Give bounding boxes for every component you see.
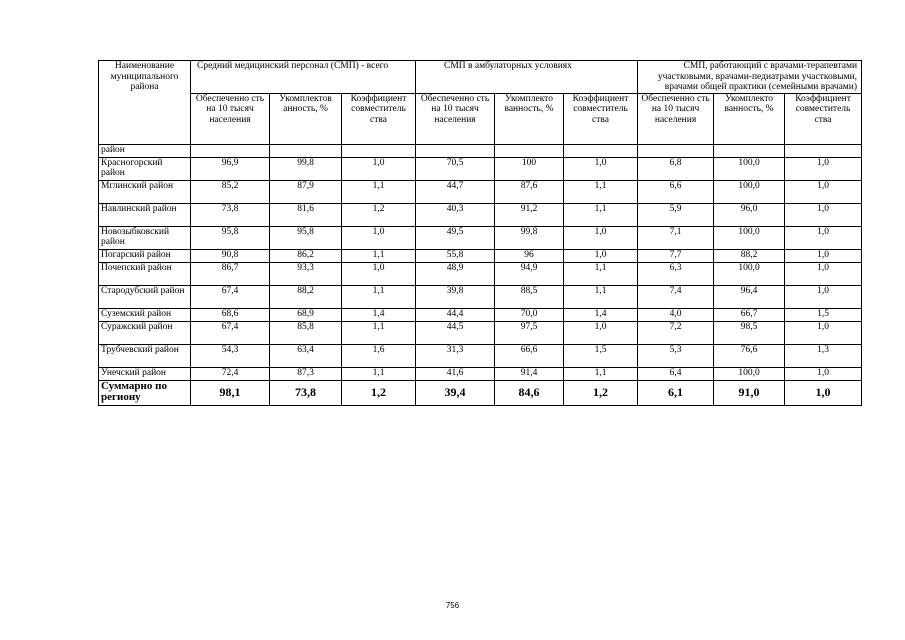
value-cell: 55,8 — [416, 249, 495, 262]
empty-cell — [416, 144, 495, 157]
table-row — [99, 285, 862, 308]
continuation-row-label: район — [99, 144, 191, 157]
value-cell: 96,0 — [714, 203, 785, 226]
value-cell: 1,0 — [785, 157, 862, 180]
value-cell: 1,5 — [785, 308, 862, 321]
table-row — [99, 344, 862, 367]
value-cell: 100,0 — [714, 367, 785, 380]
value-cell: 39,8 — [416, 285, 495, 308]
value-cell: 96,4 — [714, 285, 785, 308]
value-cell: 1,0 — [564, 249, 638, 262]
value-cell: 54,3 — [191, 344, 270, 367]
district-name-cell: Трубчевский район — [99, 344, 191, 367]
value-cell: 44,5 — [416, 321, 495, 344]
value-cell: 91,2 — [495, 203, 564, 226]
subheader-g3-coefficient: Коэффициент совместитель ства — [785, 93, 862, 144]
value-cell: 1,2 — [342, 203, 416, 226]
table-row — [99, 321, 862, 344]
empty-cell — [638, 144, 714, 157]
district-name-cell: Новозыбковский район — [99, 226, 191, 249]
table-row — [99, 262, 862, 285]
value-cell: 1,0 — [785, 249, 862, 262]
district-name-cell: Мглинский район — [99, 180, 191, 203]
value-cell: 99,8 — [270, 157, 342, 180]
value-cell: 96,9 — [191, 157, 270, 180]
value-cell: 1,4 — [342, 308, 416, 321]
value-cell: 5,3 — [638, 344, 714, 367]
subheader-g1-provision: Обеспеченно сть на 10 тысяч населения — [191, 93, 270, 144]
value-cell: 68,9 — [270, 308, 342, 321]
total-value-cell: 1,0 — [785, 380, 862, 405]
value-cell: 4,0 — [638, 308, 714, 321]
header-group-smp-ambulatory: СМП в амбулаторных условиях — [416, 61, 638, 94]
value-cell: 81,6 — [270, 203, 342, 226]
value-cell: 1,6 — [342, 344, 416, 367]
value-cell: 6,3 — [638, 262, 714, 285]
value-cell: 1,0 — [785, 367, 862, 380]
value-cell: 7,7 — [638, 249, 714, 262]
value-cell: 94,9 — [495, 262, 564, 285]
value-cell: 1,0 — [342, 262, 416, 285]
value-cell: 1,1 — [342, 321, 416, 344]
value-cell: 1,0 — [785, 226, 862, 249]
subheader-g3-staffing: Укомплекто ванность, % — [714, 93, 785, 144]
table-row — [99, 180, 862, 203]
table-row — [99, 308, 862, 321]
district-name-cell: Навлинский район — [99, 203, 191, 226]
value-cell: 66,6 — [495, 344, 564, 367]
district-name-cell: Почепский район — [99, 262, 191, 285]
empty-cell — [714, 144, 785, 157]
value-cell: 40,3 — [416, 203, 495, 226]
empty-cell — [785, 144, 862, 157]
total-value-cell: 1,2 — [564, 380, 638, 405]
value-cell: 5,9 — [638, 203, 714, 226]
district-staffing-table — [98, 60, 862, 406]
total-value-cell: 6,1 — [638, 380, 714, 405]
value-cell: 1,0 — [785, 285, 862, 308]
value-cell: 100,0 — [714, 180, 785, 203]
total-label-cell: Суммарно по региону — [99, 380, 191, 405]
value-cell: 91,4 — [495, 367, 564, 380]
empty-cell — [191, 144, 270, 157]
value-cell: 70,0 — [495, 308, 564, 321]
value-cell: 96 — [495, 249, 564, 262]
total-value-cell: 91,0 — [714, 380, 785, 405]
total-value-cell: 1,2 — [342, 380, 416, 405]
value-cell: 1,1 — [342, 285, 416, 308]
value-cell: 87,3 — [270, 367, 342, 380]
empty-cell — [564, 144, 638, 157]
value-cell: 88,5 — [495, 285, 564, 308]
value-cell: 86,7 — [191, 262, 270, 285]
value-cell: 88,2 — [270, 285, 342, 308]
header-group-smp-primary-care: СМП, работающий с врачами-терапевтами участковыми, врачами-педиатрами участковыми, врачами общей практики (семейными врачами) — [638, 61, 862, 94]
subheader-g3-provision: Обеспеченно сть на 10 тысяч населения — [638, 93, 714, 144]
value-cell: 1,1 — [564, 262, 638, 285]
value-cell: 86,2 — [270, 249, 342, 262]
district-name-cell: Погарский район — [99, 249, 191, 262]
value-cell: 90,8 — [191, 249, 270, 262]
value-cell: 1,0 — [785, 203, 862, 226]
value-cell: 85,2 — [191, 180, 270, 203]
value-cell: 1,5 — [564, 344, 638, 367]
table-row — [99, 249, 862, 262]
total-value-cell: 98,1 — [191, 380, 270, 405]
value-cell: 1,1 — [342, 367, 416, 380]
value-cell: 87,9 — [270, 180, 342, 203]
value-cell: 1,0 — [564, 157, 638, 180]
value-cell: 1,1 — [564, 203, 638, 226]
value-cell: 1,0 — [564, 321, 638, 344]
table-row — [99, 226, 862, 249]
value-cell: 99,8 — [495, 226, 564, 249]
page-number: 756 — [445, 601, 460, 610]
value-cell: 49,5 — [416, 226, 495, 249]
value-cell: 100,0 — [714, 262, 785, 285]
value-cell: 1,0 — [785, 180, 862, 203]
value-cell: 1,1 — [564, 367, 638, 380]
value-cell: 1,0 — [564, 226, 638, 249]
value-cell: 70,5 — [416, 157, 495, 180]
table-row — [99, 367, 862, 380]
total-value-cell: 84,6 — [495, 380, 564, 405]
value-cell: 100,0 — [714, 157, 785, 180]
header-district-name: Наименование муниципального района — [99, 61, 191, 145]
value-cell: 44,7 — [416, 180, 495, 203]
value-cell: 1,1 — [564, 285, 638, 308]
value-cell: 6,8 — [638, 157, 714, 180]
value-cell: 100,0 — [714, 226, 785, 249]
district-name-cell: Стародубский район — [99, 285, 191, 308]
value-cell: 95,8 — [191, 226, 270, 249]
value-cell: 1,3 — [785, 344, 862, 367]
subheader-g2-coefficient: Коэффициент совместитель ства — [564, 93, 638, 144]
subheader-g2-provision: Обеспеченно сть на 10 тысяч населения — [416, 93, 495, 144]
empty-cell — [342, 144, 416, 157]
value-cell: 6,6 — [638, 180, 714, 203]
total-row — [99, 380, 862, 405]
district-name-cell: Суземский район — [99, 308, 191, 321]
value-cell: 7,4 — [638, 285, 714, 308]
value-cell: 100 — [495, 157, 564, 180]
value-cell: 1,0 — [342, 226, 416, 249]
empty-cell — [270, 144, 342, 157]
value-cell: 31,3 — [416, 344, 495, 367]
value-cell: 85,8 — [270, 321, 342, 344]
value-cell: 1,0 — [785, 262, 862, 285]
header-group-smp-total: Средний медицинский персонал (СМП) - всего — [191, 61, 416, 94]
value-cell: 1,0 — [342, 157, 416, 180]
value-cell: 44,4 — [416, 308, 495, 321]
value-cell: 1,1 — [342, 249, 416, 262]
value-cell: 88,2 — [714, 249, 785, 262]
district-name-cell: Суражский район — [99, 321, 191, 344]
subheader-g1-staffing: Укомплектов анность, % — [270, 93, 342, 144]
total-value-cell: 39,4 — [416, 380, 495, 405]
table-row — [99, 157, 862, 180]
value-cell: 48,9 — [416, 262, 495, 285]
district-name-cell: Унечский район — [99, 367, 191, 380]
table-row — [99, 203, 862, 226]
value-cell: 98,5 — [714, 321, 785, 344]
value-cell: 72,4 — [191, 367, 270, 380]
value-cell: 7,1 — [638, 226, 714, 249]
value-cell: 76,6 — [714, 344, 785, 367]
empty-cell — [495, 144, 564, 157]
value-cell: 1,1 — [564, 180, 638, 203]
value-cell: 63,4 — [270, 344, 342, 367]
value-cell: 87,6 — [495, 180, 564, 203]
subheader-g1-coefficient: Коэффициент совместитель ства — [342, 93, 416, 144]
value-cell: 1,4 — [564, 308, 638, 321]
subheader-g2-staffing: Укомплекто ванность, % — [495, 93, 564, 144]
value-cell: 1,1 — [342, 180, 416, 203]
value-cell: 93,3 — [270, 262, 342, 285]
value-cell: 7,2 — [638, 321, 714, 344]
value-cell: 41,6 — [416, 367, 495, 380]
value-cell: 97,5 — [495, 321, 564, 344]
value-cell: 68,6 — [191, 308, 270, 321]
value-cell: 66,7 — [714, 308, 785, 321]
value-cell: 67,4 — [191, 285, 270, 308]
value-cell: 73,8 — [191, 203, 270, 226]
district-name-cell: Красногорский район — [99, 157, 191, 180]
value-cell: 95,8 — [270, 226, 342, 249]
value-cell: 6,4 — [638, 367, 714, 380]
value-cell: 67,4 — [191, 321, 270, 344]
total-value-cell: 73,8 — [270, 380, 342, 405]
value-cell: 1,0 — [785, 321, 862, 344]
